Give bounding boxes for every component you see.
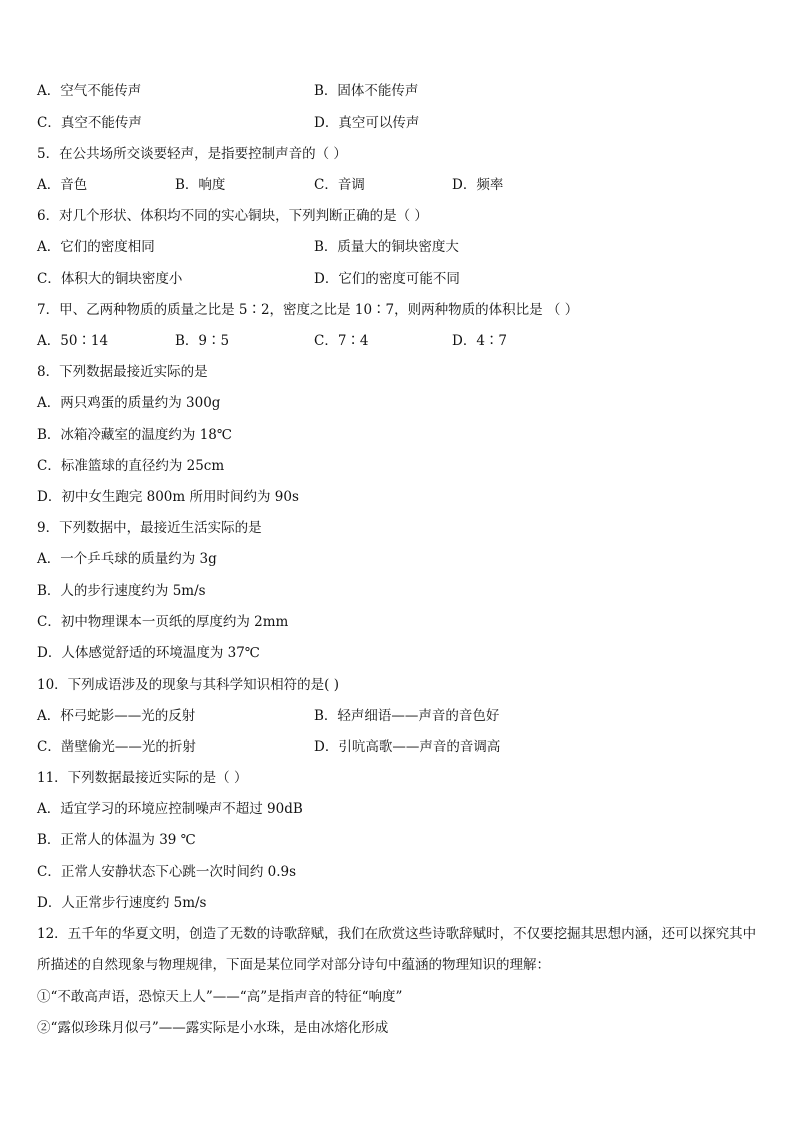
q10-stem: 10．下列成语涉及的现象与其科学知识相符的是( )	[37, 677, 340, 693]
q7-stem: 7．甲、乙两种物质的质量之比是 5∶2，密度之比是 10∶7，则两种物质的体积比是 （ ）	[37, 302, 579, 318]
q8-option-d: D．初中女生跑完 800m 所用时间约为 90s	[37, 489, 299, 505]
q5-stem: 5．在公共场所交谈要轻声，是指要控制声音的（ ）	[37, 146, 347, 162]
q10-option-d: D．引吭高歌——声音的音调高	[314, 739, 501, 755]
q7-option-b: B．9∶5	[175, 333, 230, 349]
q8-option-a: A．两只鸡蛋的质量约为 300g	[37, 395, 221, 411]
q9-option-a: A．一个乒乓球的质量约为 3g	[37, 551, 217, 567]
q10-option-b: B．轻声细语——声音的音色好	[314, 708, 500, 724]
q6-option-b: B．质量大的铜块密度大	[314, 239, 459, 255]
q8-option-c: C．标准篮球的直径约为 25cm	[37, 458, 225, 474]
q10-option-c: C．凿壁偷光——光的折射	[37, 739, 196, 755]
q4-option-d: D．真空可以传声	[314, 115, 420, 131]
q6-option-a: A．它们的密度相同	[37, 239, 155, 255]
q6-option-c: C．体积大的铜块密度小	[37, 271, 183, 287]
q8-option-b: B．冰箱冷藏室的温度约为 18℃	[37, 427, 232, 443]
q11-option-d: D．人正常步行速度约 5m/s	[37, 895, 207, 911]
q9-option-c: C．初中物理课本一页纸的厚度约为 2mm	[37, 614, 289, 630]
q11-option-a: A．适宜学习的环境应控制噪声不超过 90dB	[37, 801, 303, 817]
q6-option-d: D．它们的密度可能不同	[314, 271, 460, 287]
q12-item-2: ②“露似珍珠月似弓”——露实际是小水珠，是由冰熔化形成	[37, 1020, 389, 1036]
q10-option-a: A．杯弓蛇影——光的反射	[37, 708, 196, 724]
q11-option-b: B．正常人的体温为 39 ℃	[37, 832, 196, 848]
q4-option-c: C．真空不能传声	[37, 115, 142, 131]
q8-stem: 8．下列数据最接近实际的是	[37, 364, 208, 380]
q4-option-b: B．固体不能传声	[314, 83, 419, 99]
q5-option-b: B．响度	[175, 177, 226, 193]
q12-item-1: ①“不敢高声语，恐惊天上人”——“高”是指声音的特征“响度”	[37, 989, 403, 1005]
q7-option-d: D．4∶7	[452, 333, 508, 349]
q9-option-b: B．人的步行速度约为 5m/s	[37, 583, 206, 599]
q9-stem: 9．下列数据中，最接近生活实际的是	[37, 520, 262, 536]
q11-option-c: C．正常人安静状态下心跳一次时间约 0.9s	[37, 864, 297, 880]
q7-option-c: C．7∶4	[314, 333, 369, 349]
q6-stem: 6．对几个形状、体积均不同的实心铜块，下列判断正确的是（ ）	[37, 208, 428, 224]
q12-stem: 12．五千年的华夏文明，创造了无数的诗歌辞赋，我们在欣赏这些诗歌辞赋时，不仅要挖掘其思想内涵，还可以探究其中所描述的自然现象与物理规律，下面是某位同学对部分诗句中蕴涵的物理知识的理解：	[37, 926, 757, 973]
q5-option-a: A．音色	[37, 177, 88, 193]
q9-option-d: D．人体感觉舒适的环境温度为 37℃	[37, 645, 260, 661]
q5-option-c: C．音调	[314, 177, 365, 193]
q7-option-a: A．50∶14	[37, 333, 109, 349]
q5-option-d: D．频率	[452, 177, 504, 193]
q4-option-a: A．空气不能传声	[37, 83, 142, 99]
q11-stem: 11．下列数据最接近实际的是（ ）	[37, 770, 248, 786]
